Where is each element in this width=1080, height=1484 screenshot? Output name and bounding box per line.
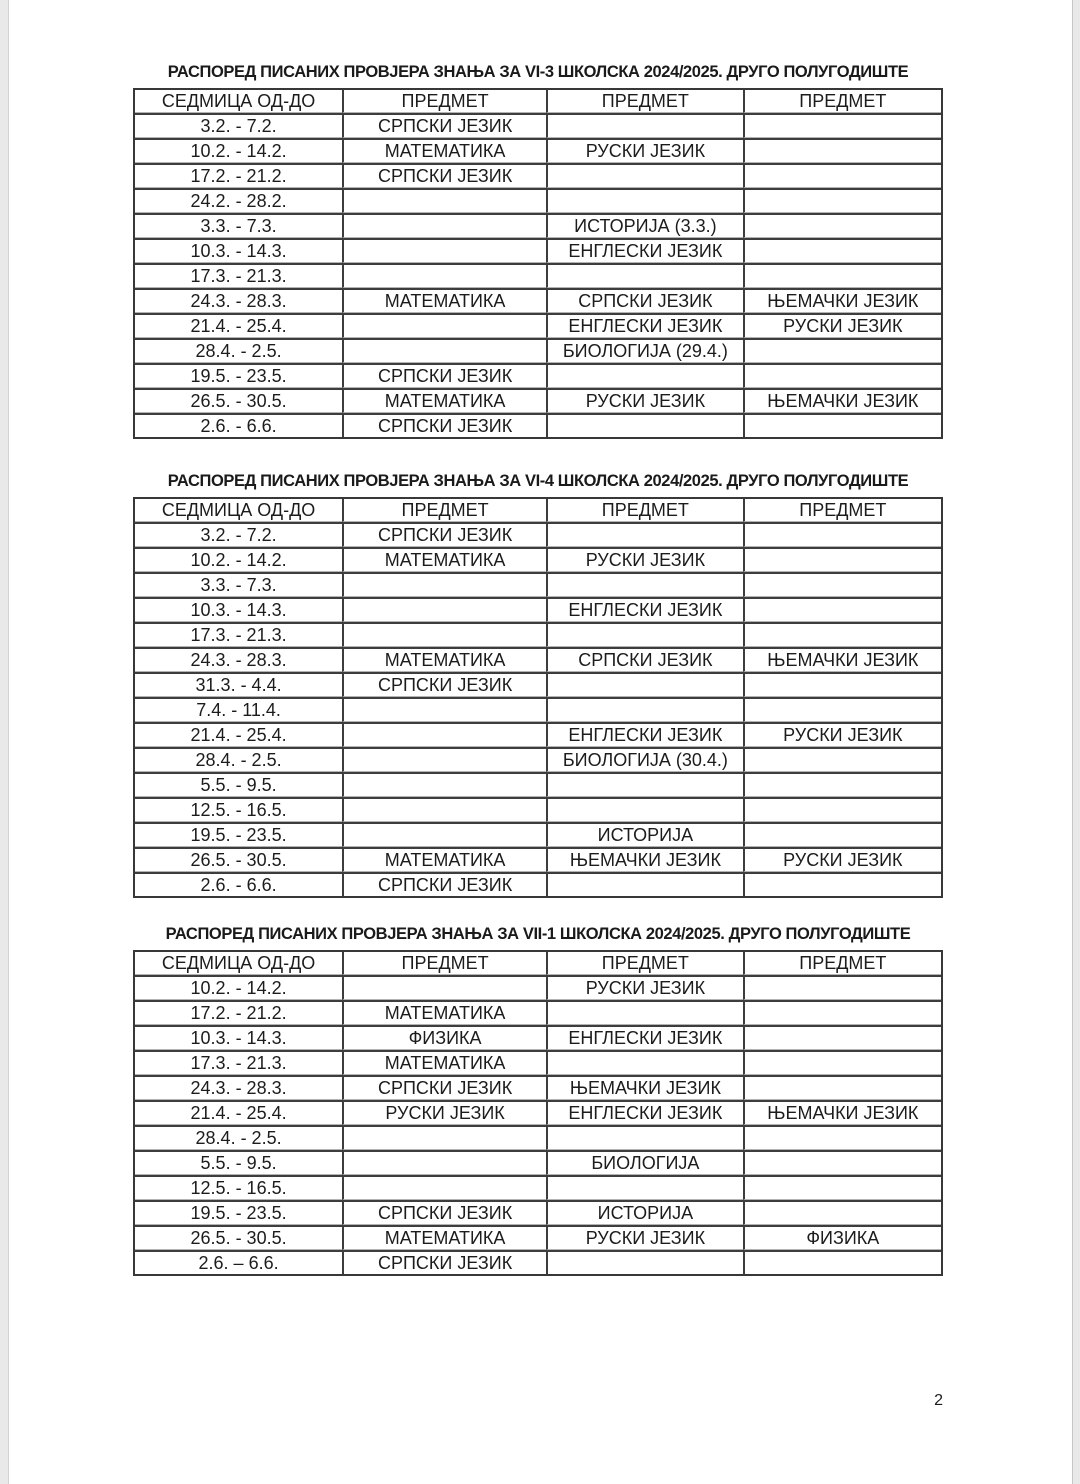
- table-row: [135, 1200, 941, 1225]
- column-header: ПРЕДМЕТ: [546, 952, 743, 975]
- subject-cell: ЊЕМАЧКИ ЈЕЗИК: [743, 647, 941, 672]
- table-row: [135, 113, 941, 138]
- week-range-cell: 10.3. - 14.3.: [135, 597, 342, 622]
- subject-cell: [342, 313, 546, 338]
- week-range-cell: 28.4. - 2.5.: [135, 338, 342, 363]
- week-range-cell: 19.5. - 23.5.: [135, 363, 342, 388]
- week-range-cell: 28.4. - 2.5.: [135, 747, 342, 772]
- subject-cell: [743, 975, 941, 1000]
- subject-cell: МАТЕМАТИКА: [342, 1050, 546, 1075]
- subject-cell: [743, 697, 941, 722]
- column-header: ПРЕДМЕТ: [743, 90, 941, 113]
- subject-cell: БИОЛОГИЈА: [546, 1150, 743, 1175]
- table-row: [135, 1225, 941, 1250]
- document-page: [133, 60, 943, 1276]
- schedule-table-vi-3: [133, 88, 943, 439]
- subject-cell: СРПСКИ ЈЕЗИК: [342, 113, 546, 138]
- subject-cell: ЊЕМАЧКИ ЈЕЗИК: [546, 847, 743, 872]
- week-range-cell: 24.3. - 28.3.: [135, 288, 342, 313]
- subject-cell: [743, 263, 941, 288]
- column-header: ПРЕДМЕТ: [743, 499, 941, 522]
- table-row: [135, 772, 941, 797]
- subject-cell: [743, 797, 941, 822]
- week-range-cell: 21.4. - 25.4.: [135, 313, 342, 338]
- subject-cell: ЊЕМАЧКИ ЈЕЗИК: [743, 388, 941, 413]
- table-title-vii-1: РАСПОРЕД ПИСАНИХ ПРОВЈЕРА ЗНАЊА ЗА VII-1 ШКОЛСКА 2024/2025. ДРУГО ПОЛУГОДИШТЕ: [165, 925, 911, 943]
- subject-cell: [342, 722, 546, 747]
- subject-cell: [546, 113, 743, 138]
- week-range-cell: 31.3. - 4.4.: [135, 672, 342, 697]
- subject-cell: СРПСКИ ЈЕЗИК: [342, 672, 546, 697]
- table-row: [135, 263, 941, 288]
- table-row: [135, 722, 941, 747]
- table-row: [135, 1000, 941, 1025]
- week-range-cell: 2.6. - 6.6.: [135, 413, 342, 437]
- subject-cell: [546, 572, 743, 597]
- table-row: [135, 597, 941, 622]
- subject-cell: [546, 1050, 743, 1075]
- week-range-cell: 24.2. - 28.2.: [135, 188, 342, 213]
- week-range-cell: 24.3. - 28.3.: [135, 647, 342, 672]
- subject-cell: СРПСКИ ЈЕЗИК: [546, 647, 743, 672]
- table-row: [135, 363, 941, 388]
- subject-cell: СРПСКИ ЈЕЗИК: [342, 1250, 546, 1274]
- table-row: [135, 413, 941, 437]
- subject-cell: [546, 672, 743, 697]
- week-range-cell: 17.2. - 21.2.: [135, 1000, 342, 1025]
- subject-cell: [546, 163, 743, 188]
- subject-cell: ЕНГЛЕСКИ ЈЕЗИК: [546, 238, 743, 263]
- subject-cell: [342, 338, 546, 363]
- table-row: [135, 522, 941, 547]
- subject-cell: РУСКИ ЈЕЗИК: [743, 722, 941, 747]
- table-row: [135, 1050, 941, 1075]
- subject-cell: [342, 772, 546, 797]
- week-range-cell: 10.2. - 14.2.: [135, 975, 342, 1000]
- subject-cell: [743, 1000, 941, 1025]
- subject-cell: [342, 797, 546, 822]
- subject-cell: ЊЕМАЧКИ ЈЕЗИК: [546, 1075, 743, 1100]
- column-header: ПРЕДМЕТ: [546, 499, 743, 522]
- subject-cell: РУСКИ ЈЕЗИК: [546, 1225, 743, 1250]
- week-range-cell: 5.5. - 9.5.: [135, 772, 342, 797]
- table-row: [135, 547, 941, 572]
- subject-cell: [743, 1150, 941, 1175]
- table-row: [135, 388, 941, 413]
- subject-cell: [546, 772, 743, 797]
- subject-cell: СРПСКИ ЈЕЗИК: [342, 522, 546, 547]
- subject-cell: [743, 572, 941, 597]
- subject-cell: [743, 772, 941, 797]
- table-row: [135, 572, 941, 597]
- table-row: [135, 1175, 941, 1200]
- subject-cell: ЕНГЛЕСКИ ЈЕЗИК: [546, 722, 743, 747]
- subject-cell: [342, 213, 546, 238]
- header-row: [135, 90, 941, 113]
- subject-cell: [743, 363, 941, 388]
- subject-cell: [342, 747, 546, 772]
- table-title-vi-3: РАСПОРЕД ПИСАНИХ ПРОВЈЕРА ЗНАЊА ЗА VI-3 ШКОЛСКА 2024/2025. ДРУГО ПОЛУГОДИШТЕ: [167, 63, 909, 81]
- subject-cell: [743, 413, 941, 437]
- table-row: [135, 622, 941, 647]
- table-row: [135, 213, 941, 238]
- week-range-cell: 17.3. - 21.3.: [135, 263, 342, 288]
- schedule-section-vi-3: [133, 60, 943, 439]
- week-range-cell: 3.2. - 7.2.: [135, 113, 342, 138]
- subject-cell: [743, 1200, 941, 1225]
- subject-cell: [546, 797, 743, 822]
- week-range-cell: 2.6. - 6.6.: [135, 872, 342, 896]
- subject-cell: [342, 597, 546, 622]
- table-row: [135, 1100, 941, 1125]
- subject-cell: [342, 1125, 546, 1150]
- column-header: ПРЕДМЕТ: [546, 90, 743, 113]
- subject-cell: ЕНГЛЕСКИ ЈЕЗИК: [546, 313, 743, 338]
- subject-cell: [743, 1175, 941, 1200]
- table-row: [135, 338, 941, 363]
- subject-cell: [546, 188, 743, 213]
- subject-cell: СРПСКИ ЈЕЗИК: [342, 1200, 546, 1225]
- subject-cell: СРПСКИ ЈЕЗИК: [342, 1075, 546, 1100]
- week-range-cell: 2.6. – 6.6.: [135, 1250, 342, 1274]
- header-row: [135, 499, 941, 522]
- week-range-cell: 10.3. - 14.3.: [135, 1025, 342, 1050]
- table-row: [135, 1075, 941, 1100]
- subject-cell: МАТЕМАТИКА: [342, 388, 546, 413]
- table-row: [135, 697, 941, 722]
- subject-cell: ЊЕМАЧКИ ЈЕЗИК: [743, 1100, 941, 1125]
- subject-cell: [546, 622, 743, 647]
- subject-cell: [743, 213, 941, 238]
- subject-cell: ИСТОРИЈА: [546, 1200, 743, 1225]
- column-header: ПРЕДМЕТ: [342, 499, 546, 522]
- page-number: 2: [934, 1392, 943, 1409]
- subject-cell: МАТЕМАТИКА: [342, 547, 546, 572]
- table-row: [135, 188, 941, 213]
- subject-cell: [743, 1075, 941, 1100]
- column-header: СЕДМИЦА ОД-ДО: [135, 90, 342, 113]
- subject-cell: [743, 747, 941, 772]
- table-row: [135, 1150, 941, 1175]
- subject-cell: [546, 872, 743, 896]
- subject-cell: ЊЕМАЧКИ ЈЕЗИК: [743, 288, 941, 313]
- subject-cell: ЕНГЛЕСКИ ЈЕЗИК: [546, 1025, 743, 1050]
- subject-cell: СРПСКИ ЈЕЗИК: [342, 163, 546, 188]
- subject-cell: РУСКИ ЈЕЗИК: [546, 138, 743, 163]
- subject-cell: [342, 822, 546, 847]
- column-header: СЕДМИЦА ОД-ДО: [135, 499, 342, 522]
- table-row: [135, 1125, 941, 1150]
- week-range-cell: 3.3. - 7.3.: [135, 572, 342, 597]
- subject-cell: [342, 622, 546, 647]
- subject-cell: [743, 238, 941, 263]
- subject-cell: [743, 822, 941, 847]
- subject-cell: [342, 1175, 546, 1200]
- week-range-cell: 7.4. - 11.4.: [135, 697, 342, 722]
- subject-cell: РУСКИ ЈЕЗИК: [546, 547, 743, 572]
- subject-cell: ФИЗИКА: [743, 1225, 941, 1250]
- subject-cell: [743, 872, 941, 896]
- table-row: [135, 975, 941, 1000]
- page-edge-right: [1072, 0, 1080, 1484]
- subject-cell: [342, 263, 546, 288]
- column-header: ПРЕДМЕТ: [342, 90, 546, 113]
- week-range-cell: 26.5. - 30.5.: [135, 388, 342, 413]
- subject-cell: ЕНГЛЕСКИ ЈЕЗИК: [546, 1100, 743, 1125]
- table-row: [135, 822, 941, 847]
- schedule-section-vi-4: [133, 469, 943, 898]
- subject-cell: [546, 413, 743, 437]
- week-range-cell: 17.3. - 21.3.: [135, 622, 342, 647]
- subject-cell: [743, 113, 941, 138]
- subject-cell: БИОЛОГИЈА (29.4.): [546, 338, 743, 363]
- table-title-vi-4: РАСПОРЕД ПИСАНИХ ПРОВЈЕРА ЗНАЊА ЗА VI-4 ШКОЛСКА 2024/2025. ДРУГО ПОЛУГОДИШТЕ: [167, 472, 909, 490]
- subject-cell: [546, 1175, 743, 1200]
- subject-cell: СРПСКИ ЈЕЗИК: [546, 288, 743, 313]
- subject-cell: [743, 547, 941, 572]
- subject-cell: [546, 263, 743, 288]
- subject-cell: ИСТОРИЈА: [546, 822, 743, 847]
- week-range-cell: 21.4. - 25.4.: [135, 722, 342, 747]
- schedule-section-vii-1: [133, 922, 943, 1276]
- subject-cell: [743, 622, 941, 647]
- subject-cell: РУСКИ ЈЕЗИК: [743, 313, 941, 338]
- subject-cell: МАТЕМАТИКА: [342, 1000, 546, 1025]
- column-header: ПРЕДМЕТ: [342, 952, 546, 975]
- subject-cell: ИСТОРИЈА (3.3.): [546, 213, 743, 238]
- subject-cell: [546, 1250, 743, 1274]
- subject-cell: СРПСКИ ЈЕЗИК: [342, 872, 546, 896]
- column-header: ПРЕДМЕТ: [743, 952, 941, 975]
- subject-cell: [743, 163, 941, 188]
- table-row: [135, 163, 941, 188]
- subject-cell: РУСКИ ЈЕЗИК: [546, 388, 743, 413]
- table-row: [135, 238, 941, 263]
- subject-cell: [342, 188, 546, 213]
- week-range-cell: 24.3. - 28.3.: [135, 1075, 342, 1100]
- subject-cell: [743, 1250, 941, 1274]
- subject-cell: [342, 975, 546, 1000]
- week-range-cell: 10.2. - 14.2.: [135, 138, 342, 163]
- header-row: [135, 952, 941, 975]
- subject-cell: [546, 697, 743, 722]
- subject-cell: МАТЕМАТИКА: [342, 1225, 546, 1250]
- schedule-table-vii-1: [133, 950, 943, 1276]
- week-range-cell: 12.5. - 16.5.: [135, 1175, 342, 1200]
- subject-cell: МАТЕМАТИКА: [342, 647, 546, 672]
- table-row: [135, 672, 941, 697]
- table-row: [135, 1025, 941, 1050]
- column-header: СЕДМИЦА ОД-ДО: [135, 952, 342, 975]
- week-range-cell: 3.3. - 7.3.: [135, 213, 342, 238]
- subject-cell: [342, 697, 546, 722]
- week-range-cell: 19.5. - 23.5.: [135, 822, 342, 847]
- subject-cell: [743, 338, 941, 363]
- subject-cell: СРПСКИ ЈЕЗИК: [342, 363, 546, 388]
- week-range-cell: 10.2. - 14.2.: [135, 547, 342, 572]
- table-row: [135, 797, 941, 822]
- subject-cell: ФИЗИКА: [342, 1025, 546, 1050]
- week-range-cell: 26.5. - 30.5.: [135, 1225, 342, 1250]
- subject-cell: [342, 238, 546, 263]
- subject-cell: РУСКИ ЈЕЗИК: [342, 1100, 546, 1125]
- subject-cell: МАТЕМАТИКА: [342, 288, 546, 313]
- subject-cell: СРПСКИ ЈЕЗИК: [342, 413, 546, 437]
- table-row: [135, 872, 941, 896]
- week-range-cell: 3.2. - 7.2.: [135, 522, 342, 547]
- table-row: [135, 747, 941, 772]
- subject-cell: [546, 1000, 743, 1025]
- subject-cell: МАТЕМАТИКА: [342, 138, 546, 163]
- subject-cell: БИОЛОГИЈА (30.4.): [546, 747, 743, 772]
- page-edge-left: [0, 0, 9, 1484]
- table-row: [135, 288, 941, 313]
- week-range-cell: 17.3. - 21.3.: [135, 1050, 342, 1075]
- subject-cell: РУСКИ ЈЕЗИК: [743, 847, 941, 872]
- subject-cell: [743, 1025, 941, 1050]
- subject-cell: [743, 597, 941, 622]
- subject-cell: [546, 522, 743, 547]
- week-range-cell: 26.5. - 30.5.: [135, 847, 342, 872]
- table-row: [135, 847, 941, 872]
- subject-cell: ЕНГЛЕСКИ ЈЕЗИК: [546, 597, 743, 622]
- subject-cell: [546, 1125, 743, 1150]
- subject-cell: МАТЕМАТИКА: [342, 847, 546, 872]
- subject-cell: [743, 672, 941, 697]
- table-row: [135, 313, 941, 338]
- week-range-cell: 5.5. - 9.5.: [135, 1150, 342, 1175]
- subject-cell: [743, 522, 941, 547]
- week-range-cell: 19.5. - 23.5.: [135, 1200, 342, 1225]
- subject-cell: [743, 1050, 941, 1075]
- week-range-cell: 17.2. - 21.2.: [135, 163, 342, 188]
- subject-cell: [342, 572, 546, 597]
- subject-cell: [342, 1150, 546, 1175]
- week-range-cell: 10.3. - 14.3.: [135, 238, 342, 263]
- table-row: [135, 138, 941, 163]
- table-row: [135, 647, 941, 672]
- subject-cell: [546, 363, 743, 388]
- week-range-cell: 21.4. - 25.4.: [135, 1100, 342, 1125]
- schedule-table-vi-4: [133, 497, 943, 898]
- subject-cell: [743, 138, 941, 163]
- subject-cell: [743, 188, 941, 213]
- subject-cell: РУСКИ ЈЕЗИК: [546, 975, 743, 1000]
- week-range-cell: 28.4. - 2.5.: [135, 1125, 342, 1150]
- week-range-cell: 12.5. - 16.5.: [135, 797, 342, 822]
- table-row: [135, 1250, 941, 1274]
- subject-cell: [743, 1125, 941, 1150]
